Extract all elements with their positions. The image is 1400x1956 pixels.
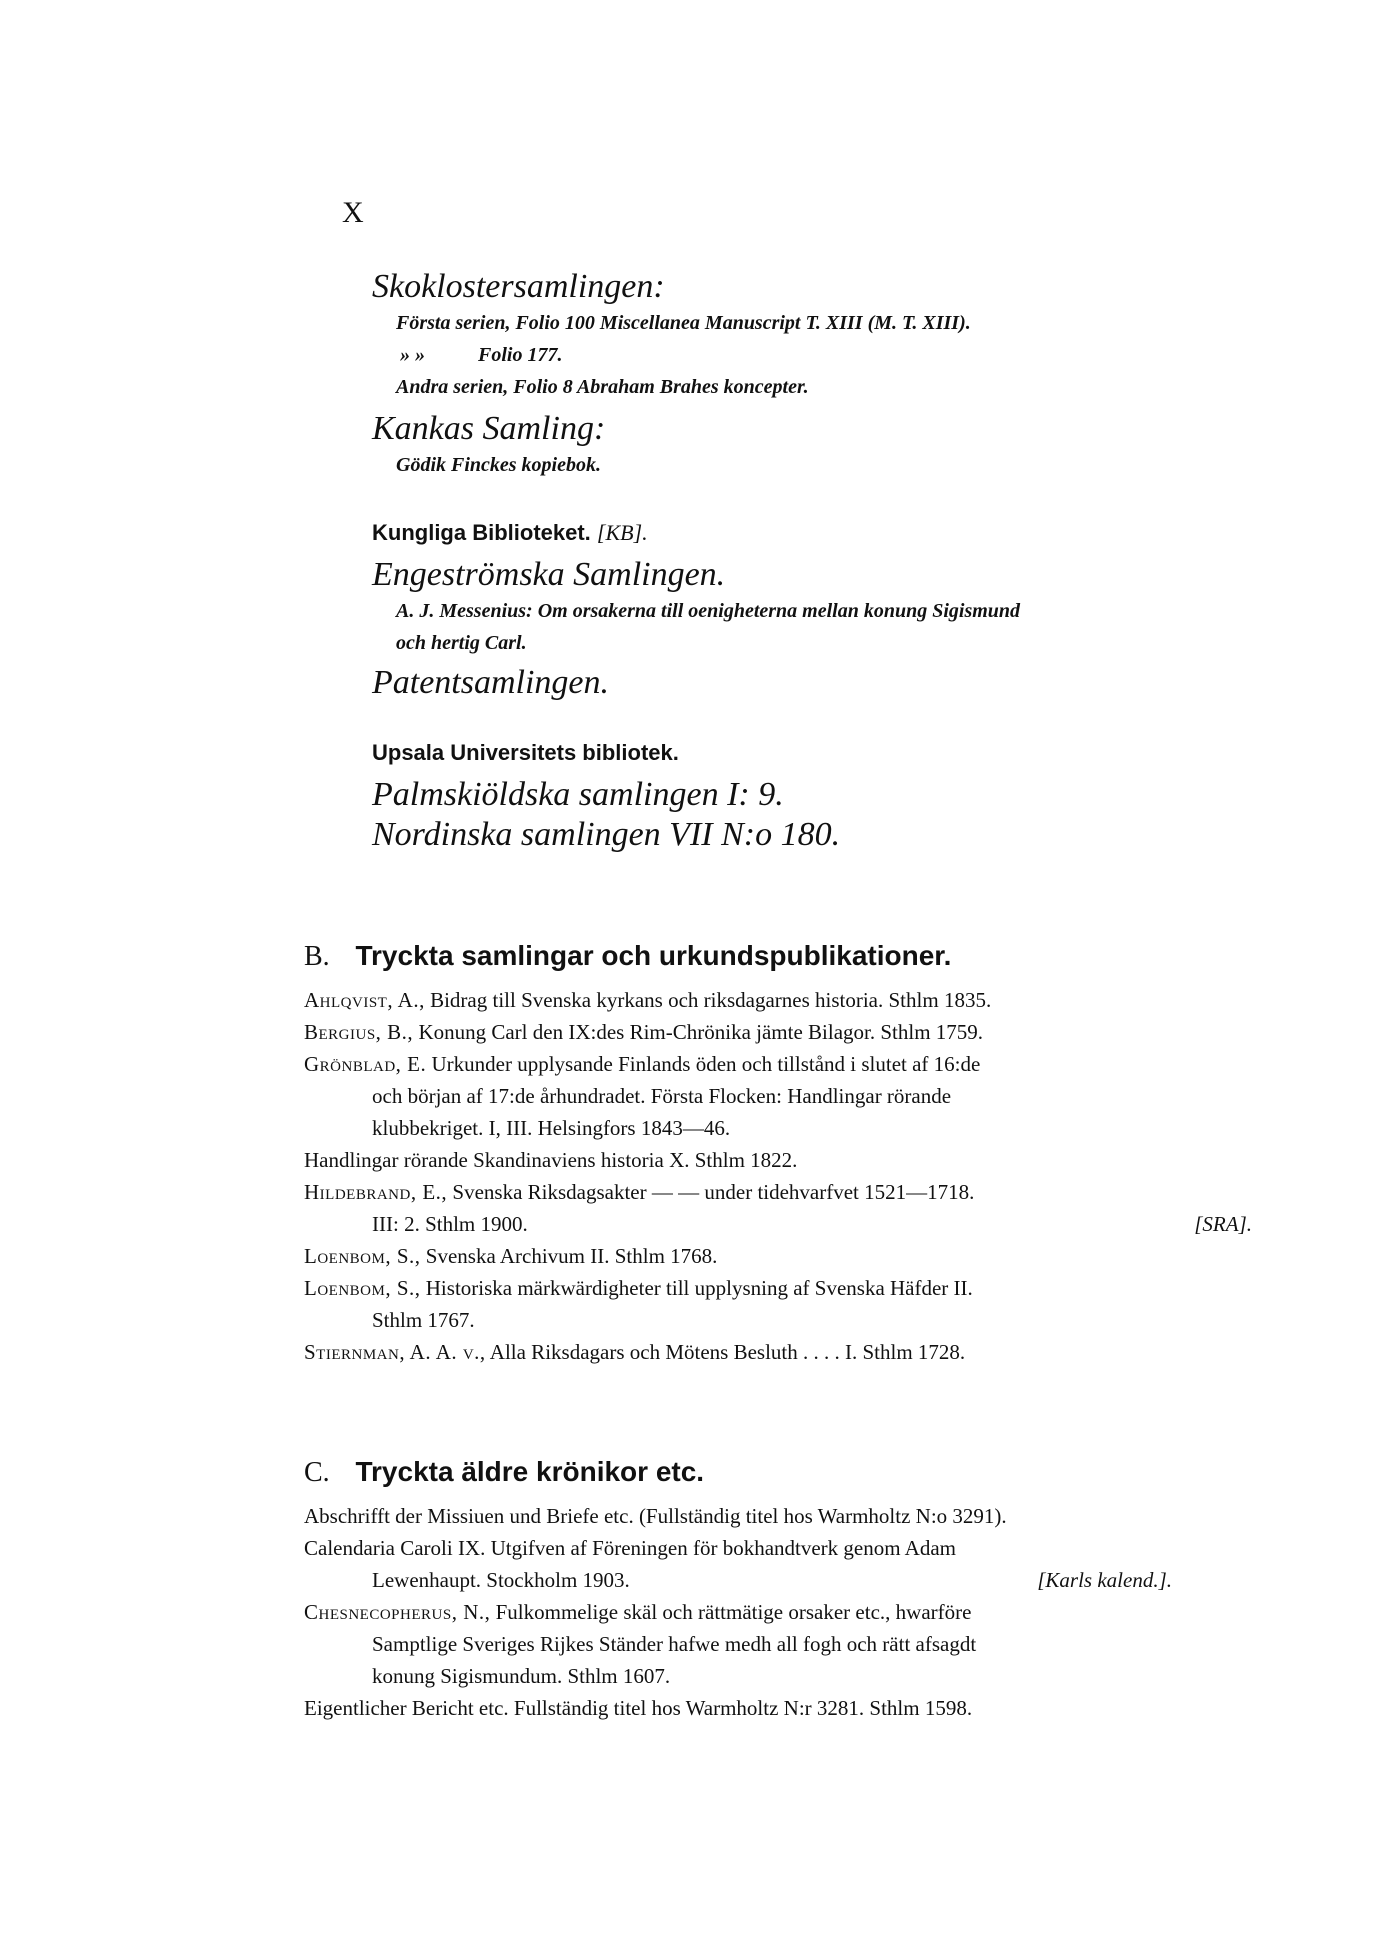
patent-title: Patentsamlingen. xyxy=(372,664,610,701)
entry-chesnecopherus-line-1 xyxy=(304,1600,971,1625)
skokloster-title: Skoklostersamlingen: xyxy=(372,268,665,305)
entry-chesnecopherus-line-2: Samptlige Sveriges Rijkes Ständer hafwe medh all fogh och rätt afsagdt xyxy=(372,1632,977,1656)
entry-text: Urkunder upplysande Finlands öden och tillstånd i slutet af 16:de xyxy=(431,1052,981,1076)
entry-hildebrand-line-2 xyxy=(372,1212,1252,1237)
entry-abschrifft: Abschrifft der Missiuen und Briefe etc. (Fullständig titel hos Warmholtz N:o 3291). xyxy=(304,1504,1007,1528)
entry-text: Svenska Riksdagsakter — — under tidehvarfvet 1521—1718. xyxy=(452,1180,975,1204)
entry-text: Konung Carl den IX:des Rim-Chrönika jämte Bilagor. Sthlm 1759. xyxy=(418,1020,984,1044)
entry-text: Bidrag till Svenska kyrkans och riksdagarnes historia. Sthlm 1835. xyxy=(430,988,992,1012)
uu-heading: Upsala Universitets bibliotek. xyxy=(372,740,679,765)
entry-gronblad-line-1 xyxy=(304,1052,980,1077)
entry-loenbom-2-line-1 xyxy=(304,1276,973,1301)
entry-handlingar: Handlingar rörande Skandinaviens historia X. Sthlm 1822. xyxy=(304,1148,798,1172)
section-c-title: Tryckta äldre krönikor etc. xyxy=(355,1456,705,1487)
section-b-title: Tryckta samlingar och urkundspublikationer. xyxy=(355,940,952,971)
entry-eigentlicher: Eigentlicher Bericht etc. Fullständig titel hos Warmholtz N:r 3281. Sthlm 1598. xyxy=(304,1696,973,1720)
entry-author: Ahlqvist, A., xyxy=(304,988,425,1012)
entry-calendaria-line-2 xyxy=(372,1568,1172,1593)
entry-bergius xyxy=(304,1020,983,1045)
entry-author: Stiernman, A. A. v., xyxy=(304,1340,486,1364)
skokloster-line-3: Andra serien, Folio 8 Abraham Brahes koncepter. xyxy=(396,376,809,398)
entry-abbr: [SRA]. xyxy=(1194,1212,1252,1236)
entry-calendaria-line-1: Calendaria Caroli IX. Utgifven af Föreningen för bokhandtverk genom Adam xyxy=(304,1536,956,1560)
skokloster-line-1: Första serien, Folio 100 Miscellanea Manuscript T. XIII (M. T. XIII). xyxy=(396,312,971,334)
entry-author: Loenbom, S., xyxy=(304,1244,421,1268)
kankas-line-1: Gödik Finckes kopiebok. xyxy=(396,454,601,476)
entry-text: Alla Riksdagars och Mötens Besluth . . . . I. Sthlm 1728. xyxy=(489,1340,966,1364)
entry-text: Fulkommelige skäl och rättmätige orsaker etc., hwarföre xyxy=(495,1600,972,1624)
skokloster-line-2: Folio 177. xyxy=(478,344,563,366)
kb-abbr: [KB]. xyxy=(596,520,648,545)
engestrom-title: Engeströmska Samlingen. xyxy=(372,556,726,593)
entry-gronblad-line-2: och början af 17:de århundradet. Första Flocken: Handlingar rörande xyxy=(372,1084,952,1108)
entry-ahlqvist xyxy=(304,988,991,1013)
kankas-title: Kankas Samling: xyxy=(372,410,606,447)
entry-loenbom-1 xyxy=(304,1244,717,1269)
section-b-heading xyxy=(304,940,951,973)
engestrom-line-1: A. J. Messenius: Om orsakerna till oenigheterna mellan konung Sigismund xyxy=(396,600,1021,622)
entry-author: Loenbom, S., xyxy=(304,1276,421,1300)
entry-text: Svenska Archivum II. Sthlm 1768. xyxy=(425,1244,718,1268)
section-b-letter: B. xyxy=(304,941,330,972)
entry-author: Chesnecopherus, N., xyxy=(304,1600,491,1624)
entry-stiernman xyxy=(304,1340,965,1365)
entry-abbr: [Karls kalend.]. xyxy=(1037,1568,1172,1592)
entry-text: Lewenhaupt. Stockholm 1903. xyxy=(372,1568,630,1592)
entry-author: Hildebrand, E., xyxy=(304,1180,448,1204)
engestrom-line-2: och hertig Carl. xyxy=(396,632,527,654)
kb-name: Kungliga Biblioteket. xyxy=(372,520,591,545)
entry-text: Historiska märkwärdigheter till upplysning af Svenska Häfder II. xyxy=(425,1276,973,1300)
palmskiold-title: Palmskiöldska samlingen I: 9. xyxy=(372,776,784,813)
section-c-letter: C. xyxy=(304,1457,330,1488)
nordin-title: Nordinska samlingen VII N:o 180. xyxy=(372,816,841,853)
entry-author: Grönblad, E. xyxy=(304,1052,427,1076)
entry-gronblad-line-3: klubbekriget. I, III. Helsingfors 1843—46. xyxy=(372,1116,731,1140)
entry-hildebrand-line-1 xyxy=(304,1180,974,1205)
section-c-heading xyxy=(304,1456,704,1489)
page-number: X xyxy=(342,196,364,229)
entry-text: III: 2. Sthlm 1900. xyxy=(372,1212,528,1236)
skokloster-ditto: » » xyxy=(400,344,425,366)
entry-author: Bergius, B., xyxy=(304,1020,414,1044)
entry-loenbom-2-line-2: Sthlm 1767. xyxy=(372,1308,475,1332)
entry-chesnecopherus-line-3: konung Sigismundum. Sthlm 1607. xyxy=(372,1664,671,1688)
kb-heading xyxy=(372,520,648,546)
